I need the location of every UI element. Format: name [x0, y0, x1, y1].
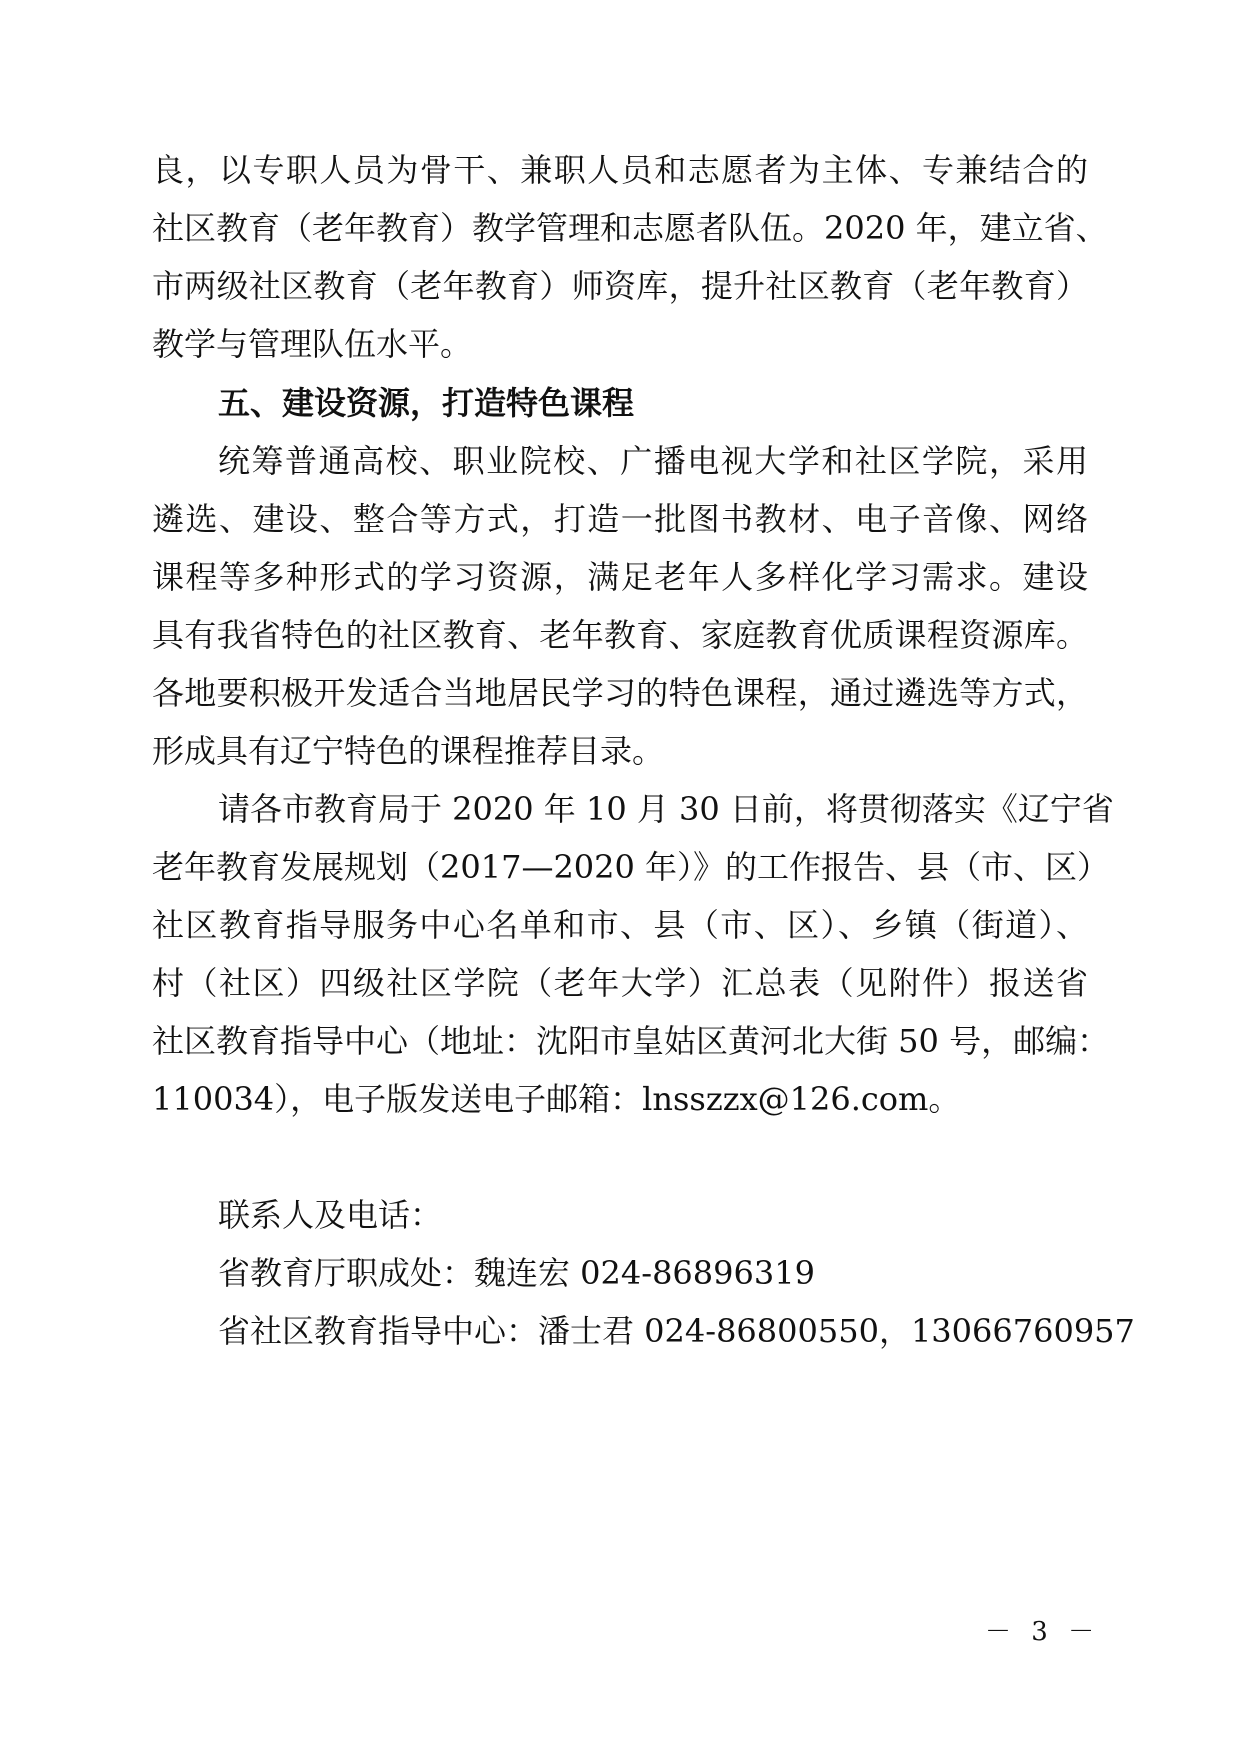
section-heading: 五、建设资源，打造特色课程	[218, 384, 635, 422]
contact-line-1: 省教育厅职成处：魏连宏 024-86896319	[218, 1254, 815, 1292]
paragraph-2-line-4: 具有我省特色的社区教育、老年教育、家庭教育优质课程资源库。	[152, 616, 1088, 654]
paragraph-3-line-3: 社区教育指导服务中心名单和市、县（市、区）、乡镇（街道）、	[152, 906, 1088, 944]
paragraph-3-line-2: 老年教育发展规划（2017—2020 年）》的工作报告、县（市、区）	[152, 848, 1110, 886]
paragraph-1-line-2: 社区教育（老年教育）教学管理和志愿者队伍。2020 年，建立省、	[152, 209, 1108, 247]
paragraph-1-line-3: 市两级社区教育（老年教育）师资库，提升社区教育（老年教育）	[152, 267, 1088, 305]
paragraph-2-line-5: 各地要积极开发适合当地居民学习的特色课程，通过遴选等方式，	[152, 674, 1088, 712]
paragraph-1-line-1: 良，以专职人员为骨干、兼职人员和志愿者为主体、专兼结合的	[152, 151, 1088, 189]
paragraph-3-line-6: 110034），电子版发送电子邮箱：lnsszzx@126.com。	[152, 1080, 961, 1118]
paragraph-2-line-6: 形成具有辽宁特色的课程推荐目录。	[152, 732, 665, 770]
paragraph-2-line-1: 统筹普通高校、职业院校、广播电视大学和社区学院，采用	[218, 442, 1088, 480]
paragraph-3-line-4: 村（社区）四级社区学院（老年大学）汇总表（见附件）报送省	[152, 964, 1088, 1002]
paragraph-2-line-3: 课程等多种形式的学习资源，满足老年人多样化学习需求。建设	[152, 558, 1088, 596]
paragraph-3-line-1: 请各市教育局于 2020 年 10 月 30 日前，将贯彻落实《辽宁省	[218, 790, 1114, 828]
paragraph-3-line-5: 社区教育指导中心（地址：沈阳市皇姑区黄河北大街 50 号，邮编：	[152, 1022, 1110, 1060]
contacts-heading: 联系人及电话：	[218, 1196, 443, 1234]
contact-line-2: 省社区教育指导中心：潘士君 024-86800550，13066760957	[218, 1312, 1135, 1350]
paragraph-1-line-4: 教学与管理队伍水平。	[152, 325, 473, 363]
paragraph-2-line-2: 遴选、建设、整合等方式，打造一批图书教材、电子音像、网络	[152, 500, 1088, 538]
page-number: － 3 －	[985, 1617, 1101, 1647]
